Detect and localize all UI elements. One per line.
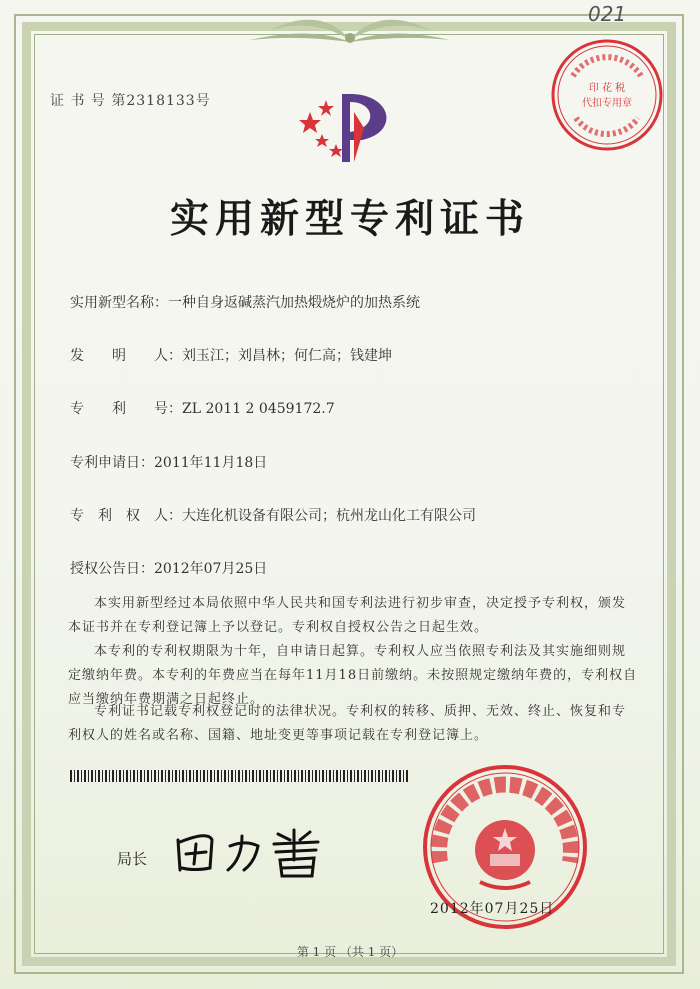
tax-seal-stamp — [548, 36, 666, 154]
field-value: ZL 2011 2 0459172.7 — [182, 401, 335, 417]
field-grant-announcement-date — [70, 558, 267, 578]
field-label: 专 利 号： — [70, 401, 182, 417]
field-inventors — [70, 345, 392, 365]
field-patent-number — [70, 398, 335, 418]
field-label: 发 明 人： — [70, 348, 182, 364]
field-label: 授权公告日： — [70, 561, 154, 577]
field-value: 一种自身返碱蒸汽加热煅烧炉的加热系统 — [168, 295, 420, 311]
handwritten-note: 021 — [588, 2, 627, 26]
top-ornament — [230, 10, 470, 48]
seal-date: 2012年07月25日 — [430, 901, 555, 917]
field-utility-model-name — [70, 292, 420, 312]
svg-text:印 花 税: 印 花 税 — [588, 83, 626, 94]
body-paragraph: 专利证书记载专利权登记时的法律状况。专利权的转移、质押、无效、终止、恢复和专利权人的姓名或名称、国籍、地址变更等事项记载在专利登记簿上。 — [68, 704, 627, 743]
field-label: 实用新型名称： — [70, 295, 168, 311]
body-paragraph: 本专利的专利权期限为十年，自申请日起算。专利权人应当依照专利法及其实施细则规定缴纳年费。本专利的年费应当在每年11月18日前缴纳。未按照规定缴纳年费的，专利权自应当缴纳年费期满之日起终止。 — [68, 644, 638, 707]
barcode — [70, 770, 410, 782]
body-paragraph: 本实用新型经过本局依照中华人民共和国专利法进行初步审查，决定授予专利权，颁发本证书并在专利登记簿上予以登记。专利权自授权公告之日起生效。 — [68, 596, 627, 635]
certificate-number: 证 书 号 第2318133号 — [50, 93, 211, 109]
director-label: 局长 — [117, 850, 148, 868]
field-value: 2012年07月25日 — [154, 561, 268, 577]
field-value: 大连化机设备有限公司；杭州龙山化工有限公司 — [182, 508, 476, 524]
director-signature — [170, 820, 340, 880]
patent-office-logo — [292, 82, 412, 172]
field-value: 2011年11月18日 — [154, 455, 268, 471]
field-patentee — [70, 505, 476, 525]
field-application-date — [70, 452, 267, 472]
svg-text:代扣专用章: 代扣专用章 — [582, 98, 632, 109]
page-footer: 第 1 页 （共 1 页） — [296, 945, 404, 959]
document-title: 实用新型专利证书 — [169, 196, 530, 242]
field-label: 专 利 权 人： — [70, 508, 182, 524]
field-label: 专利申请日： — [70, 455, 154, 471]
field-value: 刘玉江；刘昌林；何仁高；钱建坤 — [182, 348, 392, 364]
